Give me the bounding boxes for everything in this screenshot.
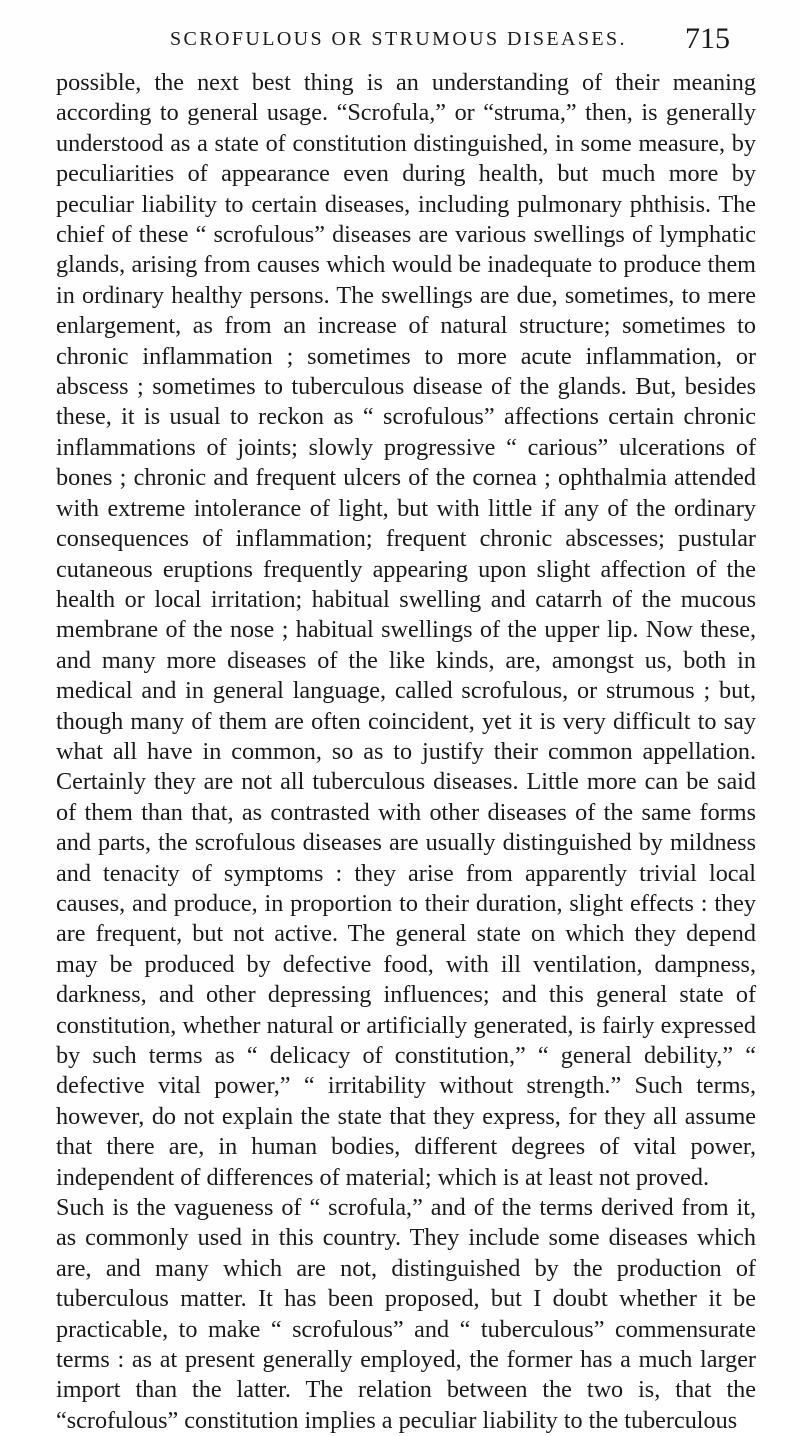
paragraph-1: possible, the next best thing is an understanding of their meaning according to general usage. “Scrofula,” or “struma,” then, is generally understood as a state of constitution distinguished, in some measure, by peculiarities of appearance even during health, but much more by peculiar liability to certain diseases, including pulmonary phthisis. The chief of these “ scrofulous” diseases are various swellings of lymphatic glands, arising from causes which would be inadequate to produce them in ordinary healthy persons. The swellings are due, sometimes, to mere enlargement, as from an increase of natural structure; sometimes to chronic inflammation ; sometimes to more acute inflammation, or abscess ; sometimes to tuberculous disease of the glands. But, besides these, it is usual to reckon as “ scrofulous” affections certain chronic inflammations of joints; slowly progressive “ carious” ulcerations of bones ; chronic and frequent ulcers of the cornea ; ophthalmia attended with extreme intolerance of light, but with little if any of the ordinary consequences of inflammation; frequent chronic abscesses; pustular cutaneous eruptions frequently appearing upon slight affection of the health or local irritation; habitual swelling and catarrh of the mucous membrane of the nose ; habitual swellings of the upper lip. Now these, and many more diseases of the like kinds, are, amongst us, both in medical and in general language, called scrofulous, or strumous ; but, though many of them are often coincident, yet it is very difficult to say what all have in common, so as to justify their common appellation. Certainly they are not all tuberculous diseases. Little more can be said of them than that, as contrasted with other diseases of the same forms and parts, the scrofulous diseases are usually distinguished by mildness and tenacity of symptoms : they arise from apparently trivial local causes, and produce, in proportion to their duration, slight effects : they are frequent, but not active. The general state on which they depend may be produced by defective food, with ill ventilation, dampness, darkness, and other depressing influences; and this general state of constitution, whether natural or artificially generated, is fairly expressed by such terms as “ delicacy of constitution,” “ general debility,” “ defective vital power,” “ irritability without strength.” Such terms, however, do not explain the state that they express, for they all assume that there are, in human bodies, different degrees of vital power, independent of differences of material; which is at least not proved. (56, 69, 756, 1191)
running-head (0, 14, 800, 64)
paragraph-2: Such is the vagueness of “ scrofula,” and of the terms derived from it, as commonly used in this country. They include some diseases which are, and many which are not, distinguished by the production of tuberculous matter. It has been proposed, but I doubt whether it be practicable, to make “ scrofulous” and “ tuberculous” commensurate terms : as at present generally employed, the former has a much larger import than the latter. The relation between the two is, that the “scrofulous” constitution implies a peculiar liability to the tuberculous (56, 1194, 756, 1434)
running-title: SCROFULOUS OR STRUMOUS DISEASES. (170, 28, 627, 50)
body-text (56, 68, 756, 1436)
page-number: 715 (685, 22, 730, 55)
